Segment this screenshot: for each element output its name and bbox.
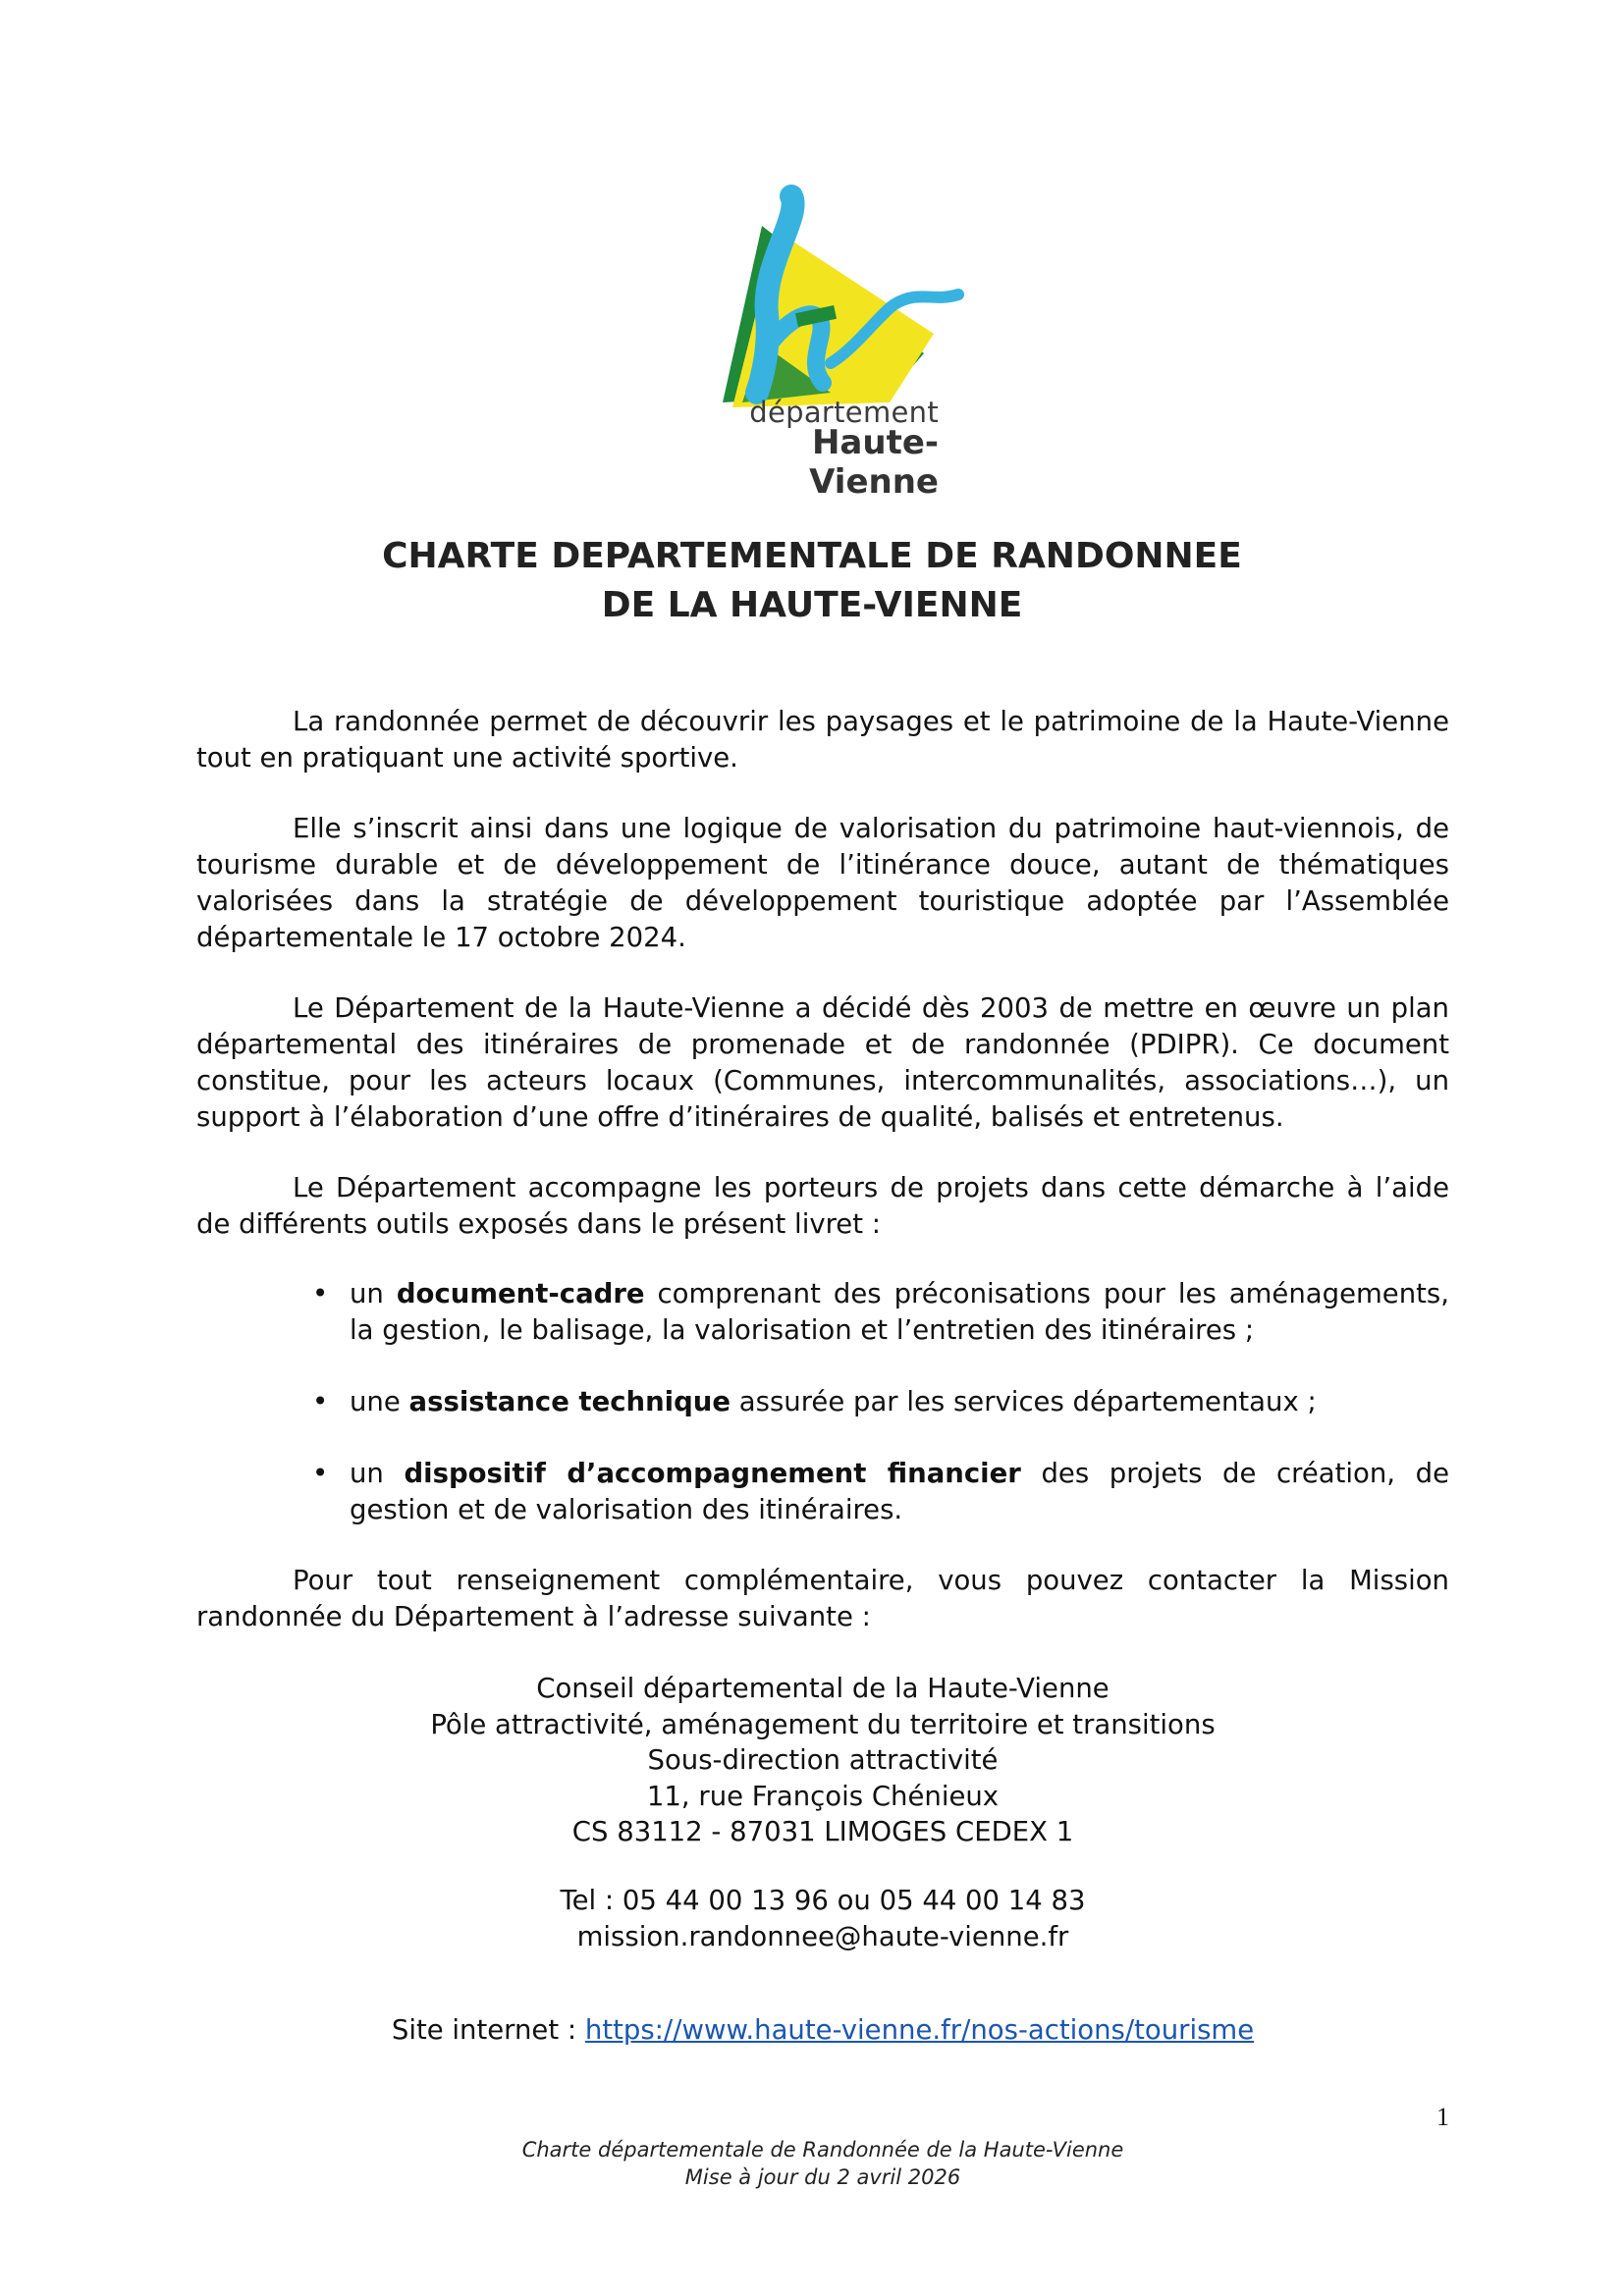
phone: Tel : 05 44 00 13 96 ou 05 44 00 14 83 [560,1885,1086,1916]
address-line: Conseil départemental de la Haute-Vienne [536,1673,1110,1704]
email[interactable]: mission.randonnee@haute-vienne.fr [576,1920,1069,1952]
list-item: • un document-cadre comprenant des préconisations pour les aménagements, la gestion, le balisage, la valorisation et l’entretien des itinéraires ; [312,1278,1449,1346]
address-line: Sous-direction attractivité [647,1744,999,1776]
title-line-1: CHARTE DEPARTEMENTALE DE RANDONNEE [382,536,1242,576]
paragraph-pdipr: Le Département de la Haute-Vienne a décidé dès 2003 de mettre en œuvre un plan départemental des itinéraires de promenade et de randonnée (PDIPR). Ce document constitue, pour les acteurs locaux (Communes, intercommunalités, associations…), un support à l’élaboration d’une offre d’itinéraires de qualité, balisés et entretenus. [196,992,1449,1133]
address-line: CS 83112 - 87031 LIMOGES CEDEX 1 [571,1816,1074,1847]
page-footer [196,2136,1449,2191]
footer-line-2: Mise à jour du 2 avril 2026 [684,2165,961,2189]
logo-word-haute-vienne: Haute-Vienne [809,423,939,502]
bullet-icon: • [312,1458,329,1489]
paragraph-contact: Pour tout renseignement complémentaire, vous pouvez contacter la Mission randonnée du Département à l’adresse suivante : [196,1565,1449,1632]
department-logo [595,157,1082,502]
site-link[interactable]: https://www.haute-vienne.fr/nos-actions/tourisme [584,2014,1255,2046]
logo-word-departement: département [749,396,939,429]
paragraph-accompagnement: Le Département accompagne les porteurs de projets dans cette démarche à l’aide de différents outils exposés dans le présent livret : [196,1172,1449,1240]
footer-line-1: Charte départementale de Randonnée de la Haute-Vienne [521,2138,1124,2162]
paragraph-logique: Elle s’inscrit ainsi dans une logique de valorisation du patrimoine haut-viennois, de tourisme durable et de développement de l’itinérance douce, autant de thématiques valorisées dans la stratégie de développement touristique adoptée par l’Assemblée départementale le 17 octobre 2024. [196,813,1449,953]
list-item: • un dispositif d’accompagnement financier des projets de création, de gestion et de valorisation des itinéraires. [312,1458,1449,1525]
page-title [196,532,1428,630]
bullet-icon: • [312,1278,329,1309]
address-line: Pôle attractivité, aménagement du territoire et transitions [430,1708,1216,1740]
page-number: 1 [1436,2103,1449,2131]
contact-block [196,1883,1449,1954]
paragraph-intro: La randonnée permet de découvrir les paysages et le patrimoine de la Haute-Vienne tout en pratiquant une activité sportive. [196,706,1449,774]
bullet-icon: • [312,1386,329,1417]
address-line: 11, rue François Chénieux [646,1780,1000,1812]
title-line-2: DE LA HAUTE-VIENNE [601,585,1023,625]
address-block [196,1671,1449,1850]
site-label: Site internet : [391,2014,585,2046]
website-line [196,2014,1449,2046]
list-item: • une assistance technique assurée par les services départementaux ; [196,1384,1449,1420]
